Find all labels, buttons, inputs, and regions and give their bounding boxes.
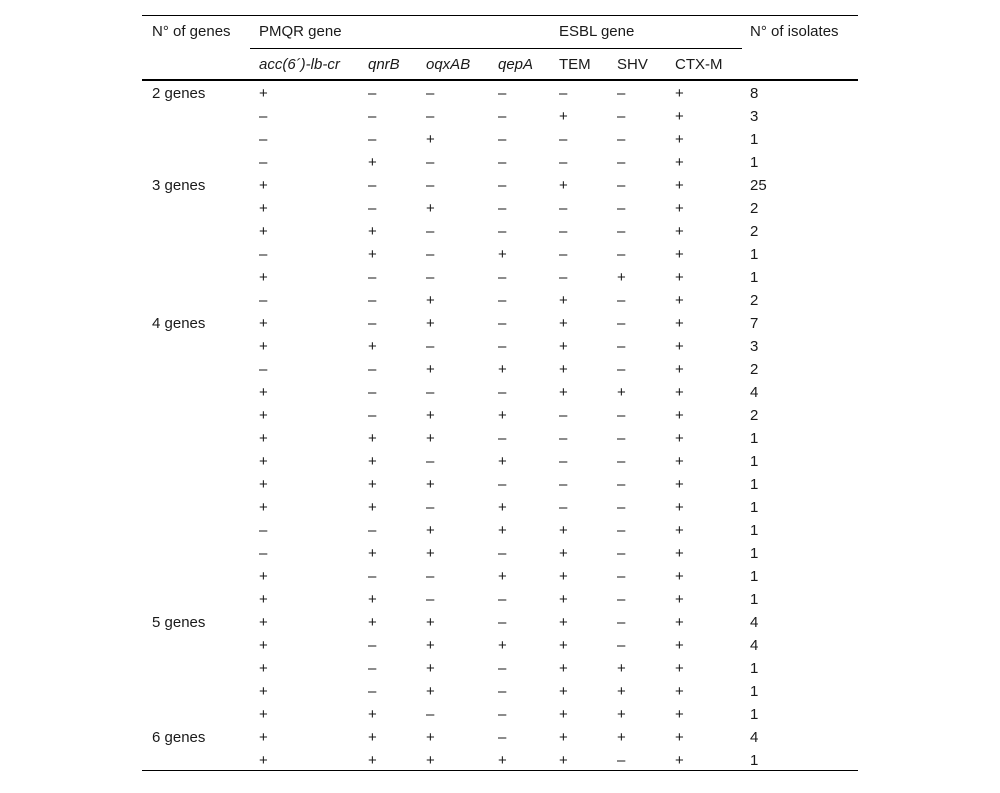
cell-qnrb: – xyxy=(368,315,377,332)
cell-acc: + xyxy=(259,85,268,102)
cell-qepa: – xyxy=(498,660,507,677)
cell-oqxab: – xyxy=(426,568,435,585)
cell-shv: – xyxy=(617,752,626,769)
cell-isolates: 4 xyxy=(750,729,759,746)
cell-ctxm: + xyxy=(675,361,684,378)
cell-oqxab: – xyxy=(426,154,435,171)
cell-acc: – xyxy=(259,131,268,148)
cell-tem: + xyxy=(559,177,568,194)
cell-isolates: 7 xyxy=(750,315,759,332)
cell-qepa: – xyxy=(498,476,507,493)
cell-isolates: 1 xyxy=(750,660,759,677)
cell-qnrb: – xyxy=(368,177,377,194)
cell-shv: + xyxy=(617,706,626,723)
cell-isolates: 1 xyxy=(750,568,759,585)
cell-acc: – xyxy=(259,361,268,378)
cell-tem: – xyxy=(559,499,568,516)
cell-tem: + xyxy=(559,384,568,401)
cell-ctxm: + xyxy=(675,591,684,608)
cell-ctxm: + xyxy=(675,269,684,286)
cell-tem: – xyxy=(559,269,568,286)
cell-qnrb: – xyxy=(368,269,377,286)
cell-isolates: 1 xyxy=(750,591,759,608)
cell-shv: – xyxy=(617,200,626,217)
cell-tem: + xyxy=(559,338,568,355)
cell-ctxm: + xyxy=(675,545,684,562)
cell-tem: + xyxy=(559,660,568,677)
cell-qnrb: – xyxy=(368,200,377,217)
cell-oqxab: + xyxy=(426,131,435,148)
header-qepa: qepA xyxy=(498,56,534,73)
cell-oqxab: + xyxy=(426,315,435,332)
cell-oqxab: – xyxy=(426,499,435,516)
cell-oqxab: + xyxy=(426,752,435,769)
cell-acc: + xyxy=(259,637,268,654)
cell-acc: + xyxy=(259,315,268,332)
cell-qnrb: – xyxy=(368,522,377,539)
cell-ctxm: + xyxy=(675,637,684,654)
cell-qepa: – xyxy=(498,430,507,447)
cell-isolates: 1 xyxy=(750,269,759,286)
cell-acc: + xyxy=(259,384,268,401)
cell-shv: + xyxy=(617,660,626,677)
cell-tem: – xyxy=(559,453,568,470)
cell-oqxab: – xyxy=(426,269,435,286)
cell-qnrb: + xyxy=(368,499,377,516)
cell-ctxm: + xyxy=(675,131,684,148)
cell-tem: – xyxy=(559,131,568,148)
cell-qnrb: – xyxy=(368,384,377,401)
cell-qepa: – xyxy=(498,85,507,102)
header-esbl: ESBL gene xyxy=(559,23,635,40)
cell-ctxm: + xyxy=(675,223,684,240)
cell-acc: + xyxy=(259,200,268,217)
cell-shv: – xyxy=(617,85,626,102)
cell-tem: – xyxy=(559,476,568,493)
cell-shv: – xyxy=(617,177,626,194)
cell-ctxm: + xyxy=(675,568,684,585)
cell-shv: – xyxy=(617,545,626,562)
cell-qnrb: + xyxy=(368,614,377,631)
cell-isolates: 2 xyxy=(750,200,759,217)
cell-oqxab: + xyxy=(426,683,435,700)
cell-isolates: 1 xyxy=(750,476,759,493)
header-pmqr: PMQR gene xyxy=(259,23,342,40)
cell-ctxm: + xyxy=(675,384,684,401)
cell-shv: – xyxy=(617,338,626,355)
cell-ctxm: + xyxy=(675,200,684,217)
cell-qnrb: + xyxy=(368,591,377,608)
cell-acc: + xyxy=(259,614,268,631)
cell-qnrb: + xyxy=(368,729,377,746)
cell-shv: – xyxy=(617,568,626,585)
cell-isolates: 1 xyxy=(750,499,759,516)
cell-ctxm: + xyxy=(675,752,684,769)
cell-oqxab: – xyxy=(426,177,435,194)
cell-isolates: 8 xyxy=(750,85,759,102)
cell-shv: – xyxy=(617,476,626,493)
cell-qepa: – xyxy=(498,108,507,125)
cell-oqxab: + xyxy=(426,614,435,631)
cell-acc: – xyxy=(259,108,268,125)
cell-acc: – xyxy=(259,154,268,171)
cell-isolates: 2 xyxy=(750,361,759,378)
cell-oqxab: + xyxy=(426,522,435,539)
row-group-label: 3 genes xyxy=(152,177,206,194)
cell-qnrb: + xyxy=(368,246,377,263)
cell-oqxab: + xyxy=(426,545,435,562)
cell-qepa: – xyxy=(498,131,507,148)
cell-qepa: – xyxy=(498,154,507,171)
cell-qepa: – xyxy=(498,614,507,631)
cell-shv: + xyxy=(617,269,626,286)
cell-ctxm: + xyxy=(675,315,684,332)
cell-acc: + xyxy=(259,338,268,355)
cell-qnrb: + xyxy=(368,453,377,470)
cell-qnrb: + xyxy=(368,545,377,562)
cell-qnrb: + xyxy=(368,706,377,723)
cell-acc: + xyxy=(259,177,268,194)
cell-oqxab: + xyxy=(426,430,435,447)
cell-qnrb: – xyxy=(368,108,377,125)
cell-tem: + xyxy=(559,315,568,332)
cell-tem: + xyxy=(559,568,568,585)
cell-qnrb: + xyxy=(368,223,377,240)
cell-tem: – xyxy=(559,407,568,424)
cell-tem: + xyxy=(559,637,568,654)
header-qnrb: qnrB xyxy=(368,56,400,73)
header-isolates: N° of isolates xyxy=(750,23,839,40)
cell-qepa: + xyxy=(498,752,507,769)
cell-ctxm: + xyxy=(675,177,684,194)
cell-shv: – xyxy=(617,453,626,470)
cell-qnrb: – xyxy=(368,637,377,654)
cell-qnrb: – xyxy=(368,292,377,309)
cell-oqxab: – xyxy=(426,706,435,723)
cell-ctxm: + xyxy=(675,522,684,539)
cell-qepa: + xyxy=(498,499,507,516)
cell-tem: – xyxy=(559,200,568,217)
cell-oqxab: – xyxy=(426,384,435,401)
cell-isolates: 1 xyxy=(750,706,759,723)
cell-oqxab: + xyxy=(426,729,435,746)
cell-ctxm: + xyxy=(675,476,684,493)
cell-shv: – xyxy=(617,108,626,125)
cell-tem: + xyxy=(559,522,568,539)
cell-qepa: – xyxy=(498,200,507,217)
cell-qepa: + xyxy=(498,246,507,263)
cell-tem: + xyxy=(559,729,568,746)
cell-shv: – xyxy=(617,361,626,378)
cell-qnrb: + xyxy=(368,430,377,447)
cell-tem: – xyxy=(559,223,568,240)
cell-oqxab: – xyxy=(426,591,435,608)
cell-oqxab: + xyxy=(426,407,435,424)
cell-acc: – xyxy=(259,545,268,562)
cell-ctxm: + xyxy=(675,660,684,677)
header-rule xyxy=(142,79,858,81)
cell-tem: + xyxy=(559,108,568,125)
bottom-rule xyxy=(142,770,858,771)
cell-acc: + xyxy=(259,499,268,516)
cell-tem: + xyxy=(559,591,568,608)
cell-shv: – xyxy=(617,292,626,309)
cell-acc: + xyxy=(259,568,268,585)
cell-qepa: + xyxy=(498,522,507,539)
cell-oqxab: – xyxy=(426,85,435,102)
cell-oqxab: – xyxy=(426,246,435,263)
cell-acc: + xyxy=(259,660,268,677)
cell-qnrb: – xyxy=(368,660,377,677)
cell-qepa: + xyxy=(498,568,507,585)
cell-shv: + xyxy=(617,729,626,746)
cell-oqxab: + xyxy=(426,476,435,493)
cell-ctxm: + xyxy=(675,407,684,424)
cell-isolates: 4 xyxy=(750,384,759,401)
header-tem: TEM xyxy=(559,56,591,73)
cell-tem: + xyxy=(559,683,568,700)
cell-isolates: 1 xyxy=(750,430,759,447)
cell-qepa: – xyxy=(498,683,507,700)
cell-qnrb: – xyxy=(368,683,377,700)
cell-shv: + xyxy=(617,384,626,401)
cell-qepa: – xyxy=(498,729,507,746)
cell-ctxm: + xyxy=(675,338,684,355)
cell-oqxab: – xyxy=(426,223,435,240)
subheader-rule xyxy=(250,48,742,49)
cell-qepa: – xyxy=(498,223,507,240)
cell-shv: – xyxy=(617,154,626,171)
cell-acc: + xyxy=(259,683,268,700)
top-rule xyxy=(142,15,858,16)
cell-acc: + xyxy=(259,453,268,470)
cell-isolates: 1 xyxy=(750,683,759,700)
row-group-label: 4 genes xyxy=(152,315,206,332)
cell-qepa: + xyxy=(498,637,507,654)
cell-isolates: 1 xyxy=(750,522,759,539)
cell-tem: + xyxy=(559,706,568,723)
cell-acc: + xyxy=(259,476,268,493)
row-group-label: 5 genes xyxy=(152,614,206,631)
cell-qepa: – xyxy=(498,591,507,608)
cell-oqxab: + xyxy=(426,200,435,217)
cell-acc: + xyxy=(259,591,268,608)
cell-isolates: 4 xyxy=(750,637,759,654)
cell-qnrb: – xyxy=(368,361,377,378)
cell-shv: – xyxy=(617,246,626,263)
cell-shv: – xyxy=(617,591,626,608)
cell-qnrb: – xyxy=(368,407,377,424)
cell-qepa: – xyxy=(498,545,507,562)
cell-tem: – xyxy=(559,430,568,447)
cell-ctxm: + xyxy=(675,430,684,447)
cell-ctxm: + xyxy=(675,246,684,263)
cell-isolates: 1 xyxy=(750,545,759,562)
cell-isolates: 4 xyxy=(750,614,759,631)
cell-shv: – xyxy=(617,614,626,631)
header-ctxm: CTX-M xyxy=(675,56,723,73)
cell-shv: – xyxy=(617,522,626,539)
cell-qepa: + xyxy=(498,361,507,378)
cell-qnrb: + xyxy=(368,338,377,355)
cell-acc: + xyxy=(259,407,268,424)
cell-ctxm: + xyxy=(675,108,684,125)
cell-tem: – xyxy=(559,154,568,171)
cell-acc: – xyxy=(259,246,268,263)
header-oqxab: oqxAB xyxy=(426,56,471,73)
cell-qepa: – xyxy=(498,384,507,401)
cell-ctxm: + xyxy=(675,453,684,470)
cell-ctxm: + xyxy=(675,292,684,309)
cell-isolates: 3 xyxy=(750,108,759,125)
cell-qnrb: + xyxy=(368,752,377,769)
cell-qnrb: – xyxy=(368,131,377,148)
cell-acc: + xyxy=(259,223,268,240)
cell-isolates: 1 xyxy=(750,752,759,769)
header-genes: N° of genes xyxy=(152,23,231,40)
cell-shv: – xyxy=(617,315,626,332)
cell-qnrb: – xyxy=(368,568,377,585)
cell-shv: – xyxy=(617,131,626,148)
cell-ctxm: + xyxy=(675,706,684,723)
cell-qnrb: + xyxy=(368,476,377,493)
cell-isolates: 1 xyxy=(750,453,759,470)
cell-acc: – xyxy=(259,292,268,309)
cell-acc: + xyxy=(259,430,268,447)
cell-tem: + xyxy=(559,292,568,309)
cell-isolates: 1 xyxy=(750,246,759,263)
cell-oqxab: – xyxy=(426,108,435,125)
cell-tem: + xyxy=(559,361,568,378)
cell-qepa: – xyxy=(498,177,507,194)
cell-acc: + xyxy=(259,729,268,746)
cell-oqxab: – xyxy=(426,453,435,470)
cell-qepa: – xyxy=(498,338,507,355)
cell-ctxm: + xyxy=(675,614,684,631)
cell-shv: – xyxy=(617,499,626,516)
cell-shv: – xyxy=(617,430,626,447)
cell-qepa: – xyxy=(498,315,507,332)
cell-shv: – xyxy=(617,223,626,240)
cell-isolates: 2 xyxy=(750,407,759,424)
cell-qepa: – xyxy=(498,706,507,723)
cell-acc: – xyxy=(259,522,268,539)
cell-tem: – xyxy=(559,85,568,102)
cell-ctxm: + xyxy=(675,154,684,171)
cell-isolates: 1 xyxy=(750,154,759,171)
cell-shv: – xyxy=(617,407,626,424)
cell-tem: + xyxy=(559,545,568,562)
cell-isolates: 3 xyxy=(750,338,759,355)
cell-qnrb: + xyxy=(368,154,377,171)
cell-tem: – xyxy=(559,246,568,263)
header-acc: acc(6´)-lb-cr xyxy=(259,56,340,73)
cell-qepa: – xyxy=(498,269,507,286)
cell-shv: – xyxy=(617,637,626,654)
cell-qnrb: – xyxy=(368,85,377,102)
cell-isolates: 2 xyxy=(750,223,759,240)
cell-qepa: + xyxy=(498,453,507,470)
cell-tem: + xyxy=(559,614,568,631)
cell-oqxab: + xyxy=(426,660,435,677)
cell-shv: + xyxy=(617,683,626,700)
cell-acc: + xyxy=(259,706,268,723)
row-group-label: 6 genes xyxy=(152,729,206,746)
cell-ctxm: + xyxy=(675,499,684,516)
cell-oqxab: – xyxy=(426,338,435,355)
cell-acc: + xyxy=(259,269,268,286)
cell-isolates: 2 xyxy=(750,292,759,309)
cell-oqxab: + xyxy=(426,361,435,378)
cell-isolates: 1 xyxy=(750,131,759,148)
cell-qepa: + xyxy=(498,407,507,424)
cell-oqxab: + xyxy=(426,292,435,309)
cell-ctxm: + xyxy=(675,85,684,102)
cell-tem: + xyxy=(559,752,568,769)
row-group-label: 2 genes xyxy=(152,85,206,102)
cell-qepa: – xyxy=(498,292,507,309)
header-shv: SHV xyxy=(617,56,648,73)
cell-ctxm: + xyxy=(675,729,684,746)
cell-isolates: 25 xyxy=(750,177,767,194)
cell-ctxm: + xyxy=(675,683,684,700)
cell-acc: + xyxy=(259,752,268,769)
cell-oqxab: + xyxy=(426,637,435,654)
